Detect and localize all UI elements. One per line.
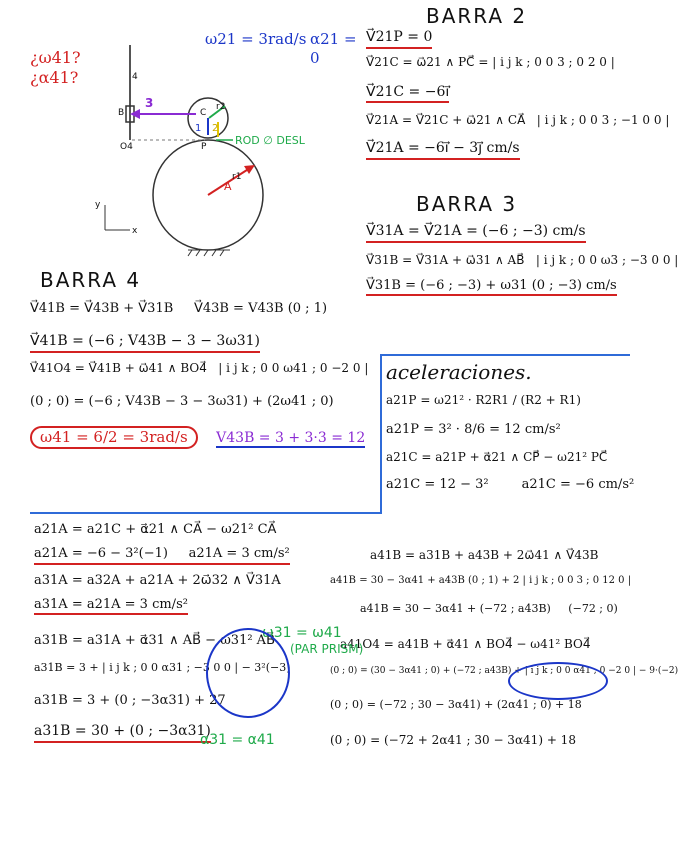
label-one: 1 <box>195 123 202 134</box>
section-divider-top <box>380 354 630 356</box>
note-omega31-omega41: ω31 = ω41 <box>262 625 342 641</box>
barra4-line-3: V⃗41O4 = V⃗41B + ω⃗41 ∧ BO4⃗ | i j k ; 0 0 ω41 ; 0 −2 0 | <box>30 360 369 375</box>
barra4-section <box>30 268 370 449</box>
barra3-line-2: V⃗31B = V⃗31A + ω⃗31 ∧ AB⃗ | i j k ; 0 0 ω3 ; −3 0 0 | <box>366 252 678 267</box>
v43b-result: V43B = 3 + 3·3 = 12 <box>216 430 366 446</box>
barra3-section <box>366 192 678 296</box>
label-c: C <box>200 108 207 118</box>
accr-line-5: a41B = a31B + a43B + 2ω⃗41 ∧ V⃗43B <box>370 548 599 562</box>
accl-line-5: a31B = a31A + α⃗31 ∧ AB⃗ − ω31² AB⃗ <box>34 633 275 648</box>
label-r1: r1 <box>232 172 242 182</box>
accl-line-4: a31A = a21A = 3 cm/s² <box>34 597 188 615</box>
axis-y-label: y <box>95 200 101 210</box>
mechanism-diagram <box>20 20 360 260</box>
label-a: A <box>224 180 232 193</box>
accelerations-title: aceleraciones. <box>386 360 532 384</box>
accl-line-8: a31B = 30 + (0 ; −3α31) <box>34 723 211 743</box>
unknown-omega41: ¿ω41? <box>30 48 81 67</box>
accl-line-1: a21A = a21C + α⃗21 ∧ CA⃗ − ω21² CA⃗ <box>34 522 277 537</box>
barra4-line-4: (0 ; 0) = (−6 ; V43B − 3 − 3ω31) + (2ω41 ; 0) <box>30 393 334 409</box>
label-p: P <box>201 142 207 152</box>
barra2-title: BARRA 2 <box>426 4 528 28</box>
accr-line-11: (0 ; 0) = (−72 + 2α41 ; 30 − 3α41) + 18 <box>330 733 576 748</box>
section-divider-vertical <box>380 356 382 514</box>
barra3-line-1: V⃗31A = V⃗21A = (−6 ; −3) cm/s <box>366 223 586 243</box>
accr-line-10: (0 ; 0) = (−72 ; 30 − 3α41) + (2α41 ; 0) + 18 <box>330 697 582 711</box>
label-o4: O4 <box>120 142 133 152</box>
highlight-circle-omega31 <box>206 628 290 718</box>
accl-line-7: a31B = 3 + (0 ; −3α31) + 27 <box>34 693 226 708</box>
accr-line-4: a21C = 12 − 3² a21C = −6 cm/s² <box>386 477 635 493</box>
label-two: 2 <box>212 123 219 134</box>
accelerations-right-lower <box>330 548 678 748</box>
barra2-line-2: V⃗21C = ω⃗21 ∧ PC⃗ = | i j k ; 0 0 3 ; 0 2 0 | <box>366 54 615 69</box>
accr-line-6: a41B = 30 − 3α41 + a43B (0 ; 1) + 2 | i j k ; 0 0 3 ; 0 12 0 | <box>330 575 632 586</box>
label-four: 4 <box>132 72 138 82</box>
accl-line-6: a31B = 3 + | i j k ; 0 0 α31 ; −3 0 0 | − 3²(−3) <box>34 661 291 675</box>
accr-line-1: a21P = ω21² · R2R1 / (R2 + R1) <box>386 393 581 407</box>
accr-line-7: a41B = 30 − 3α41 + (−72 ; a43B) (−72 ; 0) <box>360 601 618 615</box>
accl-line-2: a21A = −6 − 3²(−1) a21A = 3 cm/s² <box>34 546 290 564</box>
accelerations-right <box>386 360 636 494</box>
accr-line-2: a21P = 3² · 8/6 = 12 cm/s² <box>386 422 561 437</box>
axis-x-label: x <box>132 226 138 236</box>
barra4-line-1: V⃗41B = V⃗43B + V⃗31B V⃗43B = V43B (0 ; 1) <box>30 301 328 316</box>
note-alpha31-alpha41: α31 = α41 <box>200 732 275 748</box>
barra3-line-3: V⃗31B = (−6 ; −3) + ω31 (0 ; −3) cm/s <box>366 278 617 296</box>
barra2-section <box>366 4 670 160</box>
barra2-line-3: V⃗21C = −6i⃗ <box>366 84 449 104</box>
barra2-line-5: V⃗21A = −6i⃗ − 3j⃗ cm/s <box>366 140 520 160</box>
label-b: B <box>118 108 125 118</box>
label-r2: r2 <box>216 102 226 112</box>
label-three: 3 <box>145 96 154 110</box>
highlight-circle-omega41 <box>508 662 608 700</box>
unknown-alpha41: ¿α41? <box>30 68 79 87</box>
accr-line-8: a41O4 = a41B + α⃗41 ∧ BO4⃗ − ω41² BO4⃗ <box>340 637 591 652</box>
accr-line-3: a21C = a21P + α⃗21 ∧ CP⃗ − ω21² PC⃗ <box>386 450 608 465</box>
note-par-prism: (PAR PRISM) <box>290 642 364 656</box>
accl-line-3: a31A = a32A + a21A + 2ω⃗32 ∧ V⃗31A <box>34 572 281 588</box>
barra4-title: BARRA 4 <box>40 268 142 292</box>
section-divider-horizontal <box>30 512 380 514</box>
barra3-title: BARRA 3 <box>416 192 518 216</box>
barra2-line-4: V⃗21A = V⃗21C + ω⃗21 ∧ CA⃗ | i j k ; 0 0 3 ; −1 0 0 | <box>366 113 670 127</box>
omega41-result: ω41 = 6/2 = 3rad/s <box>30 426 198 449</box>
omega21-label: ω21 = 3rad/s <box>205 30 307 48</box>
alpha21-label: α21 = 0 <box>310 30 357 67</box>
barra4-line-2: V⃗41B = (−6 ; V43B − 3 − 3ω31) <box>30 333 260 353</box>
accr-line-9: (0 ; 0) = (30 − 3α41 ; 0) + (−72 ; a43B) + | i j k ; 0 0 α41 ; 0 −2 0 | − 9·(−2) <box>330 666 678 677</box>
rod-label: ROD ∅ DESL <box>235 134 305 147</box>
barra2-line-1: V⃗21P = 0 <box>366 29 432 49</box>
